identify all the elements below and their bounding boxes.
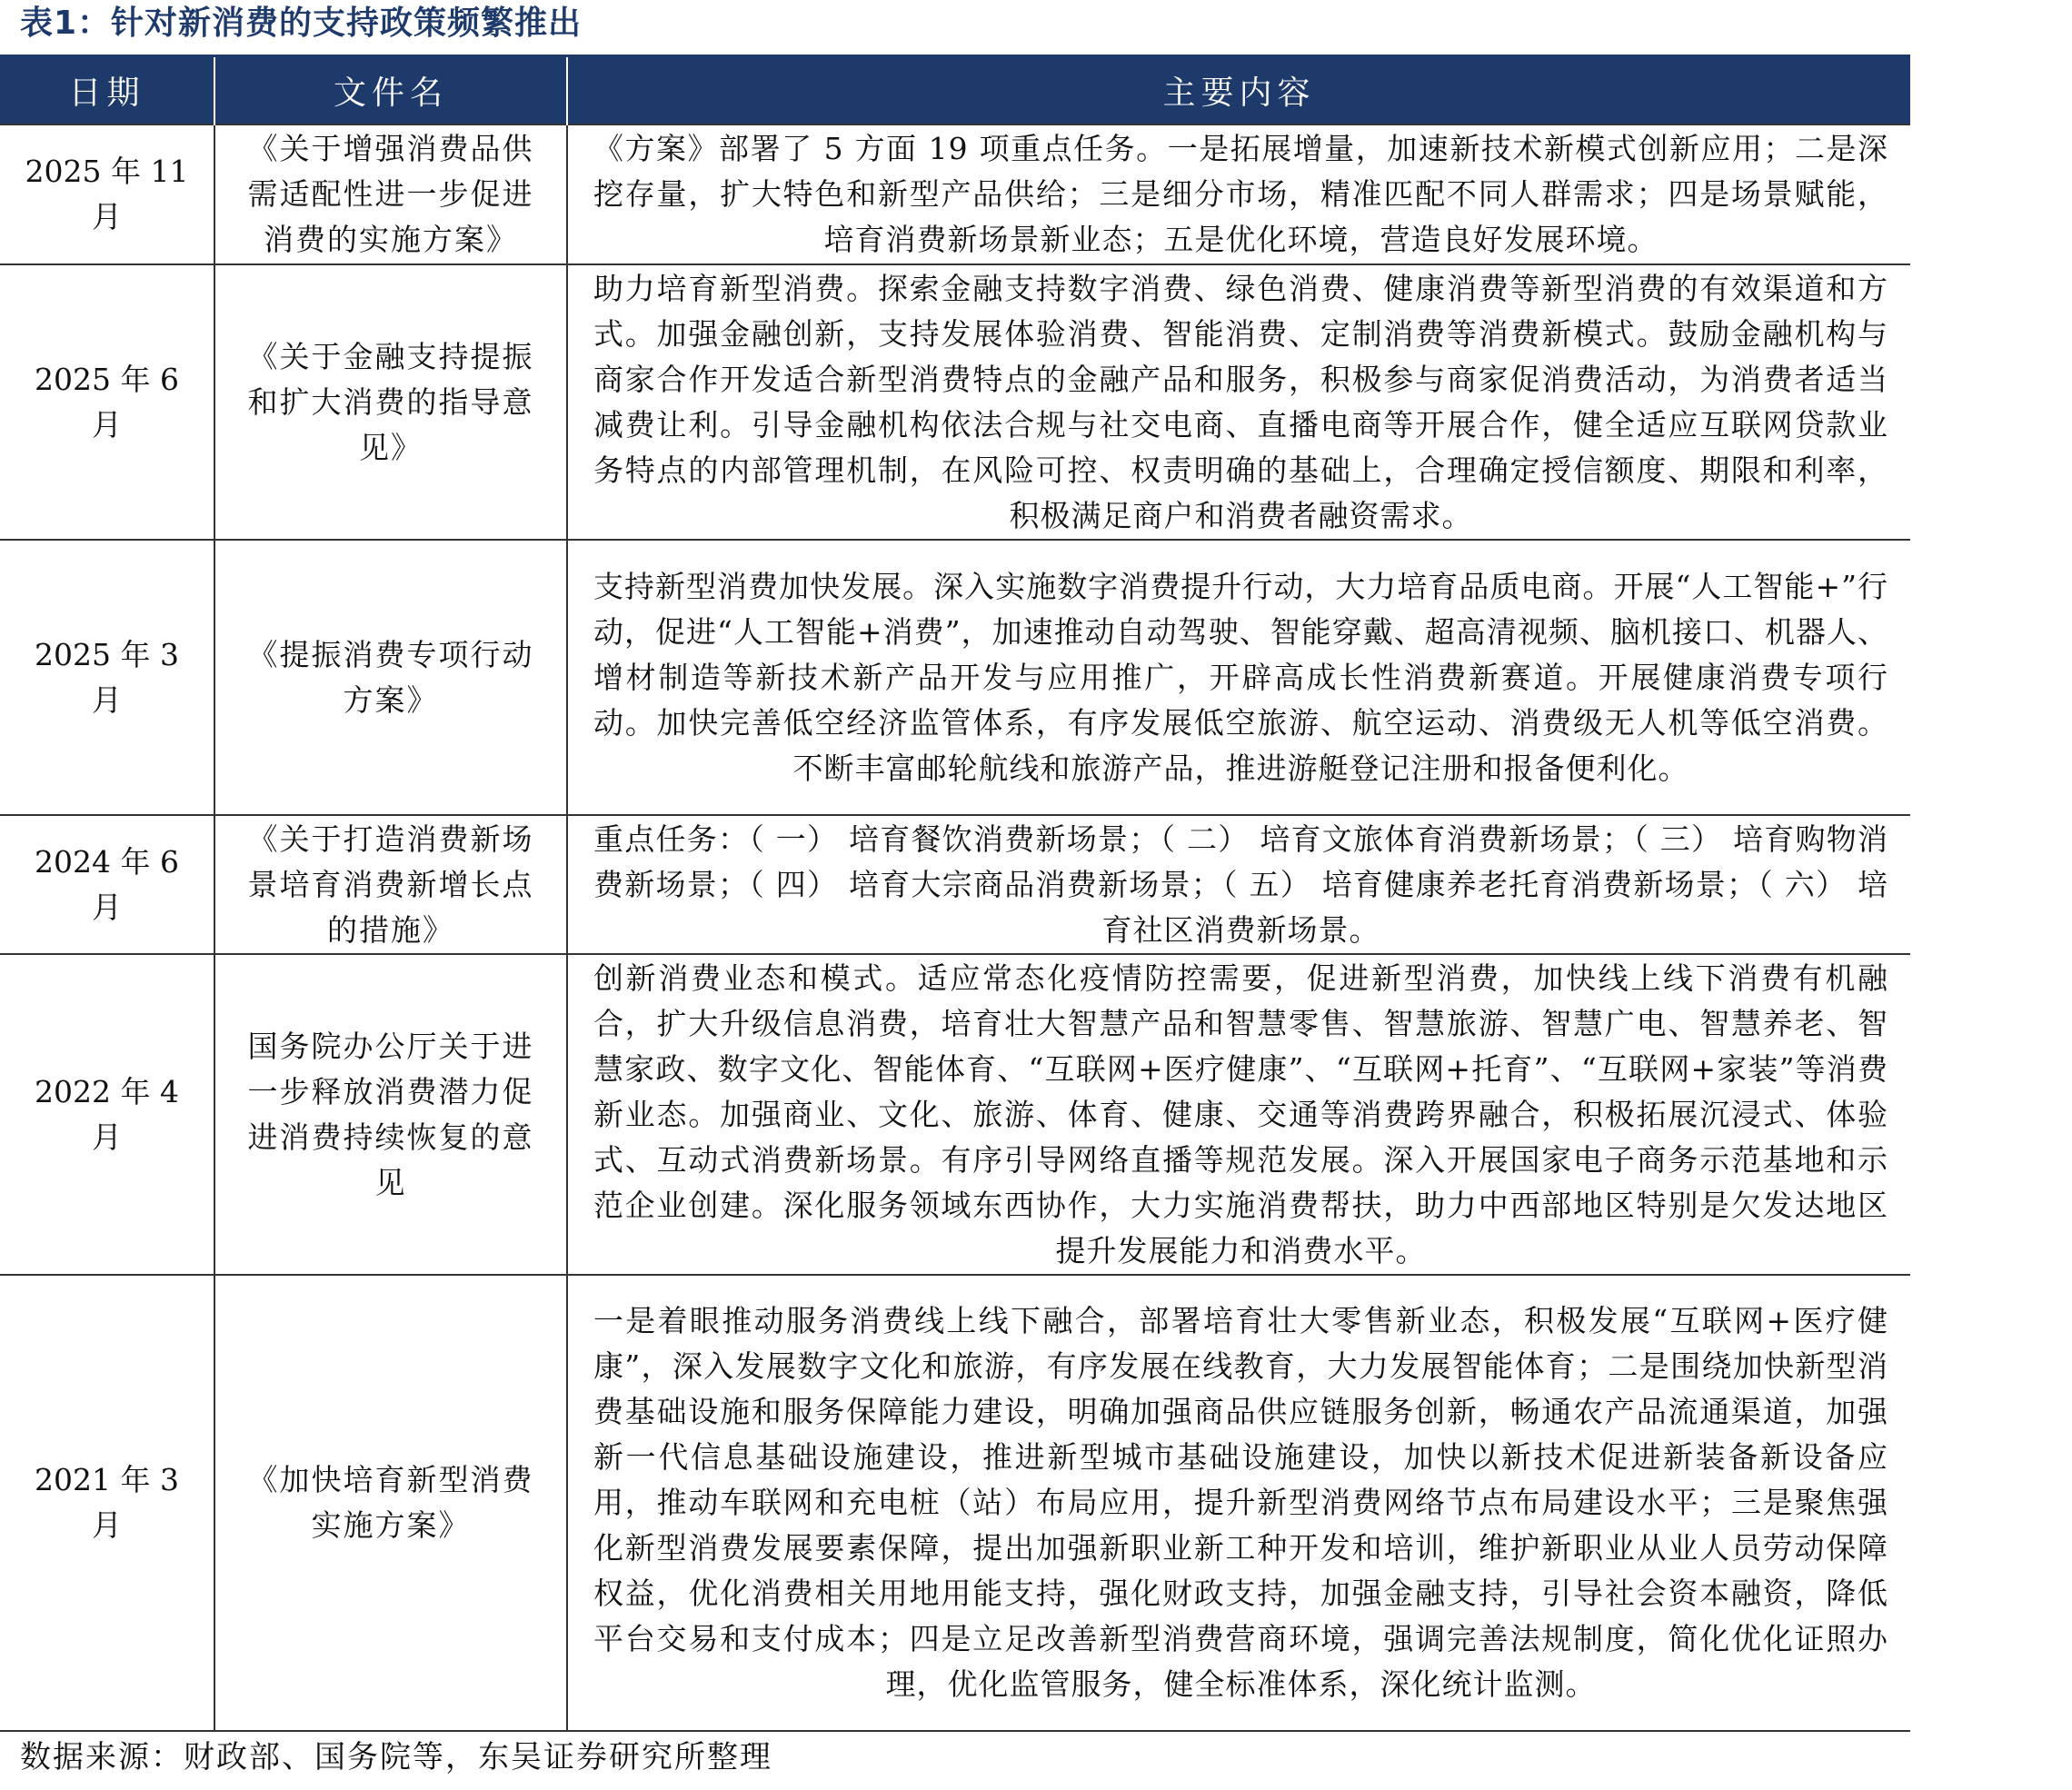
header-content: 主要内容: [567, 57, 1910, 124]
table-row: [0, 954, 1910, 1275]
table-title: 表1：针对新消费的支持政策频繁推出: [20, 5, 583, 42]
row-doc: 《加快培育新型消费实施方案》: [214, 1275, 567, 1731]
table-row: [0, 264, 1910, 540]
row-content: 助力培育新型消费。探索金融支持数字消费、绿色消费、健康消费等新型消费的有效渠道和方式。加强金融创新，支持发展体验消费、智能消费、定制消费等消费新模式。鼓励金融机构与商家合作开发适合新型消费特点的金融产品和服务，积极参与商家促消费活动，为消费者适当减费让利。引导金融机构依法合规与社交电商、直播电商等开展合作，健全适应互联网贷款业务特点的内部管理机制，在风险可控、权责明确的基础上，合理确定授信额度、期限和利率，积极满足商户和消费者融资需求。: [567, 264, 1910, 540]
row-date: 2024 年 6 月: [0, 815, 214, 954]
row-doc: 国务院办公厅关于进一步释放消费潜力促进消费持续恢复的意见: [214, 954, 567, 1275]
table-row: [0, 540, 1910, 815]
row-date: 2022 年 4 月: [0, 954, 214, 1275]
row-content: 《方案》部署了 5 方面 19 项重点任务。一是拓展增量，加速新技术新模式创新应用；二是深挖存量，扩大特色和新型产品供给；三是细分市场，精准匹配不同人群需求；四是场景赋能，培育消费新场景新业态；五是优化环境，营造良好发展环境。: [567, 124, 1910, 264]
source-note: 数据来源：财政部、国务院等，东吴证券研究所整理: [20, 1739, 772, 1775]
row-doc: 《关于增强消费品供需适配性进一步促进消费的实施方案》: [214, 124, 567, 264]
row-content: 创新消费业态和模式。适应常态化疫情防控需要，促进新型消费，加快线上线下消费有机融合，扩大升级信息消费，培育壮大智慧产品和智慧零售、智慧旅游、智慧广电、智慧养老、智慧家政、数字文化、智能体育、“互联网+医疗健康”、“互联网+托育”、“互联网+家装”等消费新业态。加强商业、文化、旅游、体育、健康、交通等消费跨界融合，积极拓展沉浸式、体验式、互动式消费新场景。有序引导网络直播等规范发展。深入开展国家电子商务示范基地和示范企业创建。深化服务领域东西协作，大力实施消费帮扶，助力中西部地区特别是欠发达地区提升发展能力和消费水平。: [567, 954, 1910, 1275]
table-row: [0, 124, 1910, 264]
table-row: [0, 815, 1910, 954]
header-date: 日期: [0, 57, 214, 124]
row-date: 2025 年 11 月: [0, 124, 214, 264]
row-date: 2025 年 3 月: [0, 540, 214, 815]
policy-table: [0, 57, 1910, 1732]
row-doc: 《提振消费专项行动方案》: [214, 540, 567, 815]
table-header-row: [0, 57, 1910, 124]
row-doc: 《关于打造消费新场景培育消费新增长点的措施》: [214, 815, 567, 954]
row-date: 2025 年 6 月: [0, 264, 214, 540]
header-doc: 文件名: [214, 57, 567, 124]
row-date: 2021 年 3 月: [0, 1275, 214, 1731]
row-content: 重点任务：（ 一） 培育餐饮消费新场景；（ 二） 培育文旅体育消费新场景；（ 三） 培育购物消费新场景；（ 四） 培育大宗商品消费新场景；（ 五） 培育健康养老托育消费新场景；（ 六） 培育社区消费新场景。: [567, 815, 1910, 954]
row-doc: 《关于金融支持提振和扩大消费的指导意见》: [214, 264, 567, 540]
row-content: 支持新型消费加快发展。深入实施数字消费提升行动，大力培育品质电商。开展“人工智能+”行动，促进“人工智能+消费”，加速推动自动驾驶、智能穿戴、超高清视频、脑机接口、机器人、增材制造等新技术新产品开发与应用推广，开辟高成长性消费新赛道。开展健康消费专项行动。加快完善低空经济监管体系，有序发展低空旅游、航空运动、消费级无人机等低空消费。不断丰富邮轮航线和旅游产品，推进游艇登记注册和报备便利化。: [567, 540, 1910, 815]
table-row: [0, 1275, 1910, 1731]
row-content: 一是着眼推动服务消费线上线下融合，部署培育壮大零售新业态，积极发展“互联网+医疗健康”，深入发展数字文化和旅游，有序发展在线教育，大力发展智能体育；二是围绕加快新型消费基础设施和服务保障能力建设，明确加强商品供应链服务创新，畅通农产品流通渠道，加强新一代信息基础设施建设，推进新型城市基础设施建设，加快以新技术促进新装备新设备应用，推动车联网和充电桩（站）布局应用，提升新型消费网络节点布局建设水平；三是聚焦强化新型消费发展要素保障，提出加强新职业新工种开发和培训，维护新职业从业人员劳动保障权益，优化消费相关用地用能支持，强化财政支持，加强金融支持，引导社会资本融资，降低平台交易和支付成本；四是立足改善新型消费营商环境，强调完善法规制度，简化优化证照办理，优化监管服务，健全标准体系，深化统计监测。: [567, 1275, 1910, 1731]
